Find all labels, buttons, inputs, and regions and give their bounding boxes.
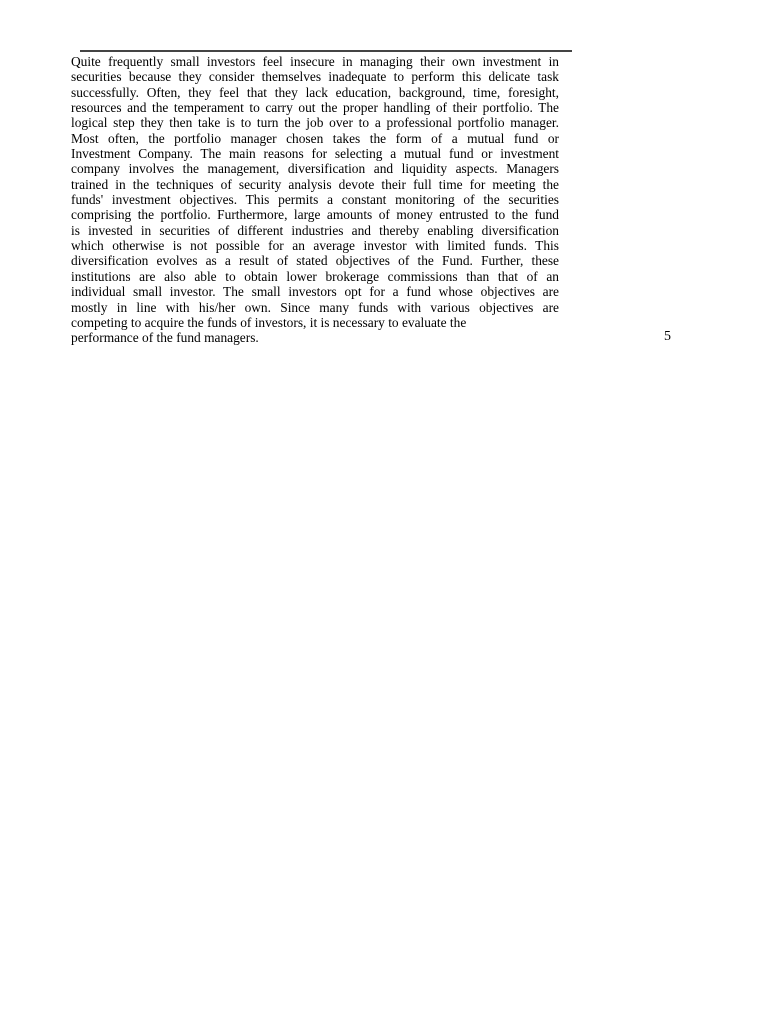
paragraph-line: resources and the temperament to carry out the proper handling of their portfolio. The (71, 100, 559, 116)
paragraph-line: funds' investment objectives. This permits a constant monitoring of the securities (71, 192, 559, 208)
paragraph-line: institutions are also able to obtain lower brokerage commissions than that of an (71, 268, 559, 284)
top-rule (80, 50, 572, 52)
paragraph-line: successfully. Often, they feel that they lack education, background, time, foresight, (71, 84, 559, 100)
paragraph-line: diversification evolves as a result of stated objectives of the Fund. Further, these (71, 253, 559, 269)
paragraph-line: trained in the techniques of security analysis devote their full time for meeting the (71, 176, 559, 192)
paragraph-line: securities because they consider themselves inadequate to perform this delicate task (71, 69, 559, 85)
paragraph-line: is invested in securities of different industries and thereby enabling diversification (71, 222, 559, 238)
paragraph-line: mostly in line with his/her own. Since many funds with various objectives are (71, 299, 559, 315)
page-number: 5 (664, 329, 671, 344)
paragraph-line: Quite frequently small investors feel insecure in managing their own investment in (71, 54, 559, 69)
paragraph-line: comprising the portfolio. Furthermore, large amounts of money entrusted to the fund (71, 207, 559, 223)
paragraph-line: logical step they then take is to turn the job over to a professional portfolio manager. (71, 115, 559, 131)
paragraph-line: competing to acquire the funds of investors, it is necessary to evaluate the (71, 314, 467, 330)
paragraph-line: performance of the fund managers. (71, 330, 259, 346)
paragraph-line: Investment Company. The main reasons for selecting a mutual fund or investment (71, 146, 559, 162)
body-paragraph (71, 54, 559, 346)
paragraph-line: individual small investor. The small investors opt for a fund whose objectives are (71, 284, 559, 300)
paragraph-line: which otherwise is not possible for an average investor with limited funds. This (71, 238, 559, 254)
paragraph-line: Most often, the portfolio manager chosen takes the form of a mutual fund or (71, 130, 559, 146)
paragraph-line: company involves the management, diversification and liquidity aspects. Managers (71, 161, 559, 177)
